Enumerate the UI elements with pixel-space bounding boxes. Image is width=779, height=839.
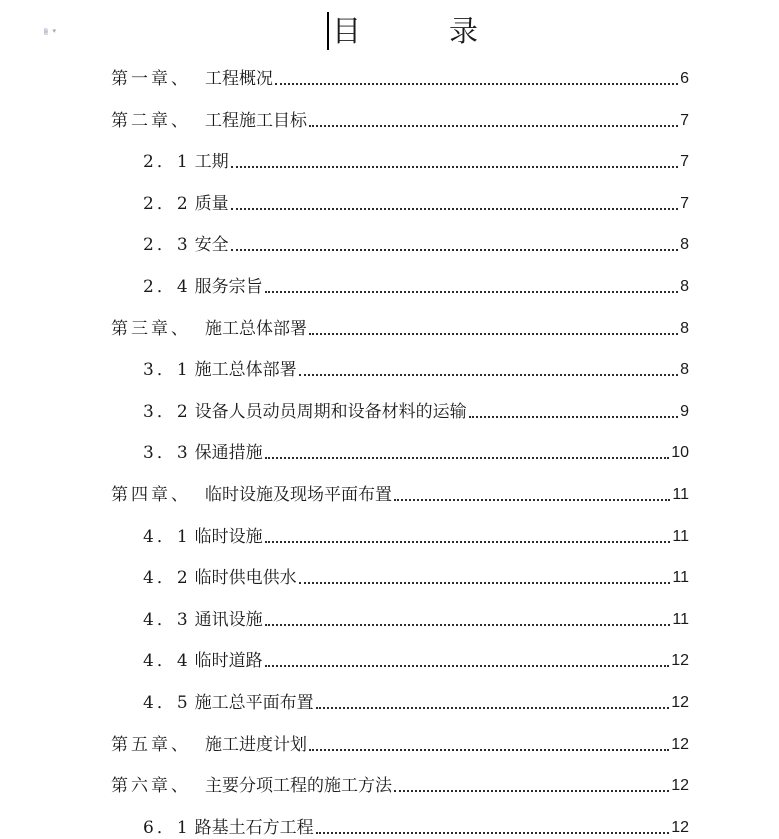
toc-entry-label (143, 442, 263, 464)
toc-dot-leader (265, 624, 671, 626)
toc-entry-text: 设备人员动员周期和设备材料的运输 (194, 401, 467, 422)
toc-dot-leader (394, 499, 670, 501)
document-glyph (44, 25, 48, 38)
toc-entry-text: 工程施工目标 (205, 110, 307, 131)
toc-entry-number: 4．2 (143, 568, 191, 589)
toc-entry-number: 第三章、 (111, 318, 191, 339)
toc-dot-leader (265, 291, 678, 293)
toc-entry-label (111, 775, 392, 797)
toc-entry[interactable] (143, 815, 689, 839)
toc-entry-text: 施工总体部署 (205, 318, 307, 339)
toc-entry[interactable] (143, 524, 689, 548)
toc-page-number: 7 (680, 194, 689, 212)
toc-entry-number: 2．2 (143, 193, 191, 214)
toc-entry-text: 主要分项工程的施工方法 (205, 776, 392, 797)
toc-page-number: 9 (680, 402, 689, 420)
toc-entry[interactable] (143, 274, 689, 298)
toc-entry-number: 第五章、 (111, 734, 191, 755)
toc-entry-text: 工程概况 (205, 69, 273, 89)
toc-entry[interactable] (143, 648, 689, 672)
toc-page-number: 7 (680, 111, 689, 129)
title-part-1: 目 (332, 14, 362, 48)
toc-page-number: 11 (672, 610, 689, 628)
toc-dot-leader (265, 541, 671, 543)
toc-entry-number: 第一章、 (111, 69, 191, 89)
toc-entry[interactable] (111, 108, 689, 132)
page-title (332, 11, 478, 51)
toc-page-number: 12 (671, 694, 689, 711)
toc-entry-text: 服务宗旨 (194, 277, 263, 297)
toc-dot-leader (469, 416, 678, 418)
toc-entry-text: 临时供电供水 (194, 568, 297, 589)
toc-entry-number: 3．3 (143, 443, 191, 464)
chevron-down-icon[interactable]: ▾ (52, 27, 56, 35)
toc-entry-number: 4．3 (143, 609, 191, 630)
toc-dot-leader (265, 665, 670, 667)
toc-dot-leader (265, 457, 670, 459)
toc-entry[interactable] (111, 773, 689, 797)
toc-entry-label (143, 359, 297, 381)
toc-entry-number: 第四章、 (111, 485, 191, 505)
toc-page-number: 12 (671, 818, 689, 836)
text-cursor (327, 12, 329, 50)
toc-entry-number: 2．4 (143, 277, 191, 297)
toc-entry-text: 路基土石方工程 (194, 817, 314, 838)
toc-entry-label (111, 110, 307, 132)
title-part-2: 录 (449, 14, 479, 48)
toc-entry[interactable] (143, 565, 689, 589)
toc-page-number: 12 (671, 652, 689, 670)
toc-entry-number: 第六章、 (111, 776, 191, 797)
toc-entry-text: 安全 (194, 235, 229, 256)
toc-entry-label (143, 193, 229, 215)
toc-page-number: 7 (680, 153, 689, 171)
toc-entry-number: 4．4 (143, 651, 191, 672)
toc-entry-number: 2．1 (143, 152, 191, 173)
toc-entry-label (143, 151, 229, 173)
toc-entry-number: 3．1 (143, 360, 191, 381)
toc-entry[interactable] (143, 399, 689, 423)
toc-entry-number: 6．1 (143, 817, 191, 838)
toc-entry[interactable] (111, 66, 689, 90)
toc-entry-text: 通讯设施 (194, 609, 263, 630)
toc-dot-leader (309, 125, 678, 127)
toc-entry-label (111, 734, 307, 756)
toc-entry-number: 3．2 (143, 401, 191, 422)
toc-dot-leader (309, 333, 678, 335)
toc-entry[interactable] (143, 191, 689, 215)
toc-page-number: 8 (680, 361, 689, 379)
toc-entry-label (143, 526, 263, 548)
toc-dot-leader (299, 582, 671, 584)
toc-entry[interactable] (111, 732, 689, 756)
toc-entry-label (143, 234, 229, 256)
toc-entry-text: 临时设施 (194, 526, 263, 547)
toc-entry-number: 4．5 (143, 693, 191, 713)
toc-page-number: 12 (671, 735, 689, 753)
toc-page-number: 6 (680, 70, 689, 87)
toc-dot-leader (394, 790, 669, 792)
toc-page-number: 8 (680, 278, 689, 295)
toc-entry-label (143, 650, 263, 672)
toc-entry[interactable] (111, 316, 689, 340)
toc-entry-text: 施工总体部署 (194, 360, 297, 381)
toc-entry-label (111, 318, 307, 340)
toc-entry-text: 保通措施 (194, 443, 263, 464)
toc-page-number: 11 (672, 569, 689, 587)
toc-page-number: 10 (671, 444, 689, 462)
toc-entry[interactable] (143, 232, 689, 256)
toc-dot-leader (275, 83, 678, 85)
toc-entry[interactable] (111, 482, 689, 506)
toc-entry[interactable] (143, 357, 689, 381)
toc-dot-leader (316, 832, 670, 834)
toc-entry-text: 临时道路 (194, 651, 263, 672)
toc-entry-text: 临时设施及现场平面布置 (205, 485, 392, 505)
toc-page-number: 11 (672, 527, 689, 545)
toc-entry-number: 第二章、 (111, 110, 191, 131)
toc-entry-text: 质量 (194, 193, 229, 214)
toc-entry-label (143, 609, 263, 631)
toc-dot-leader (231, 166, 678, 168)
toc-entry[interactable] (143, 440, 689, 464)
toc-entry-label (143, 692, 314, 714)
toc-entry-label (143, 401, 467, 423)
document-icon[interactable] (44, 24, 56, 38)
toc-page-number: 11 (672, 486, 689, 503)
toc-entry-label (143, 817, 314, 839)
toc-dot-leader (316, 707, 670, 709)
toc-entry-label (111, 68, 273, 90)
toc-page-number: 12 (671, 777, 689, 795)
toc-page-number: 8 (680, 236, 689, 254)
toc-entry-label (111, 484, 392, 506)
toc-entry-label (143, 276, 263, 298)
toc-entry-text: 工期 (194, 152, 229, 173)
toc-dot-leader (309, 749, 669, 751)
toc-entry[interactable] (143, 690, 689, 714)
toc-entry[interactable] (143, 149, 689, 173)
toc-page-number: 8 (680, 319, 689, 337)
toc-entry[interactable] (143, 607, 689, 631)
toc-entry-text: 施工总平面布置 (194, 693, 314, 713)
toc-entry-label (143, 567, 297, 589)
toc-dot-leader (231, 208, 678, 210)
toc-dot-leader (231, 249, 678, 251)
toc-entry-number: 2．3 (143, 235, 191, 256)
toc-entry-text: 施工进度计划 (205, 734, 307, 755)
toc-entry-number: 4．1 (143, 526, 191, 547)
toc-dot-leader (299, 374, 678, 376)
